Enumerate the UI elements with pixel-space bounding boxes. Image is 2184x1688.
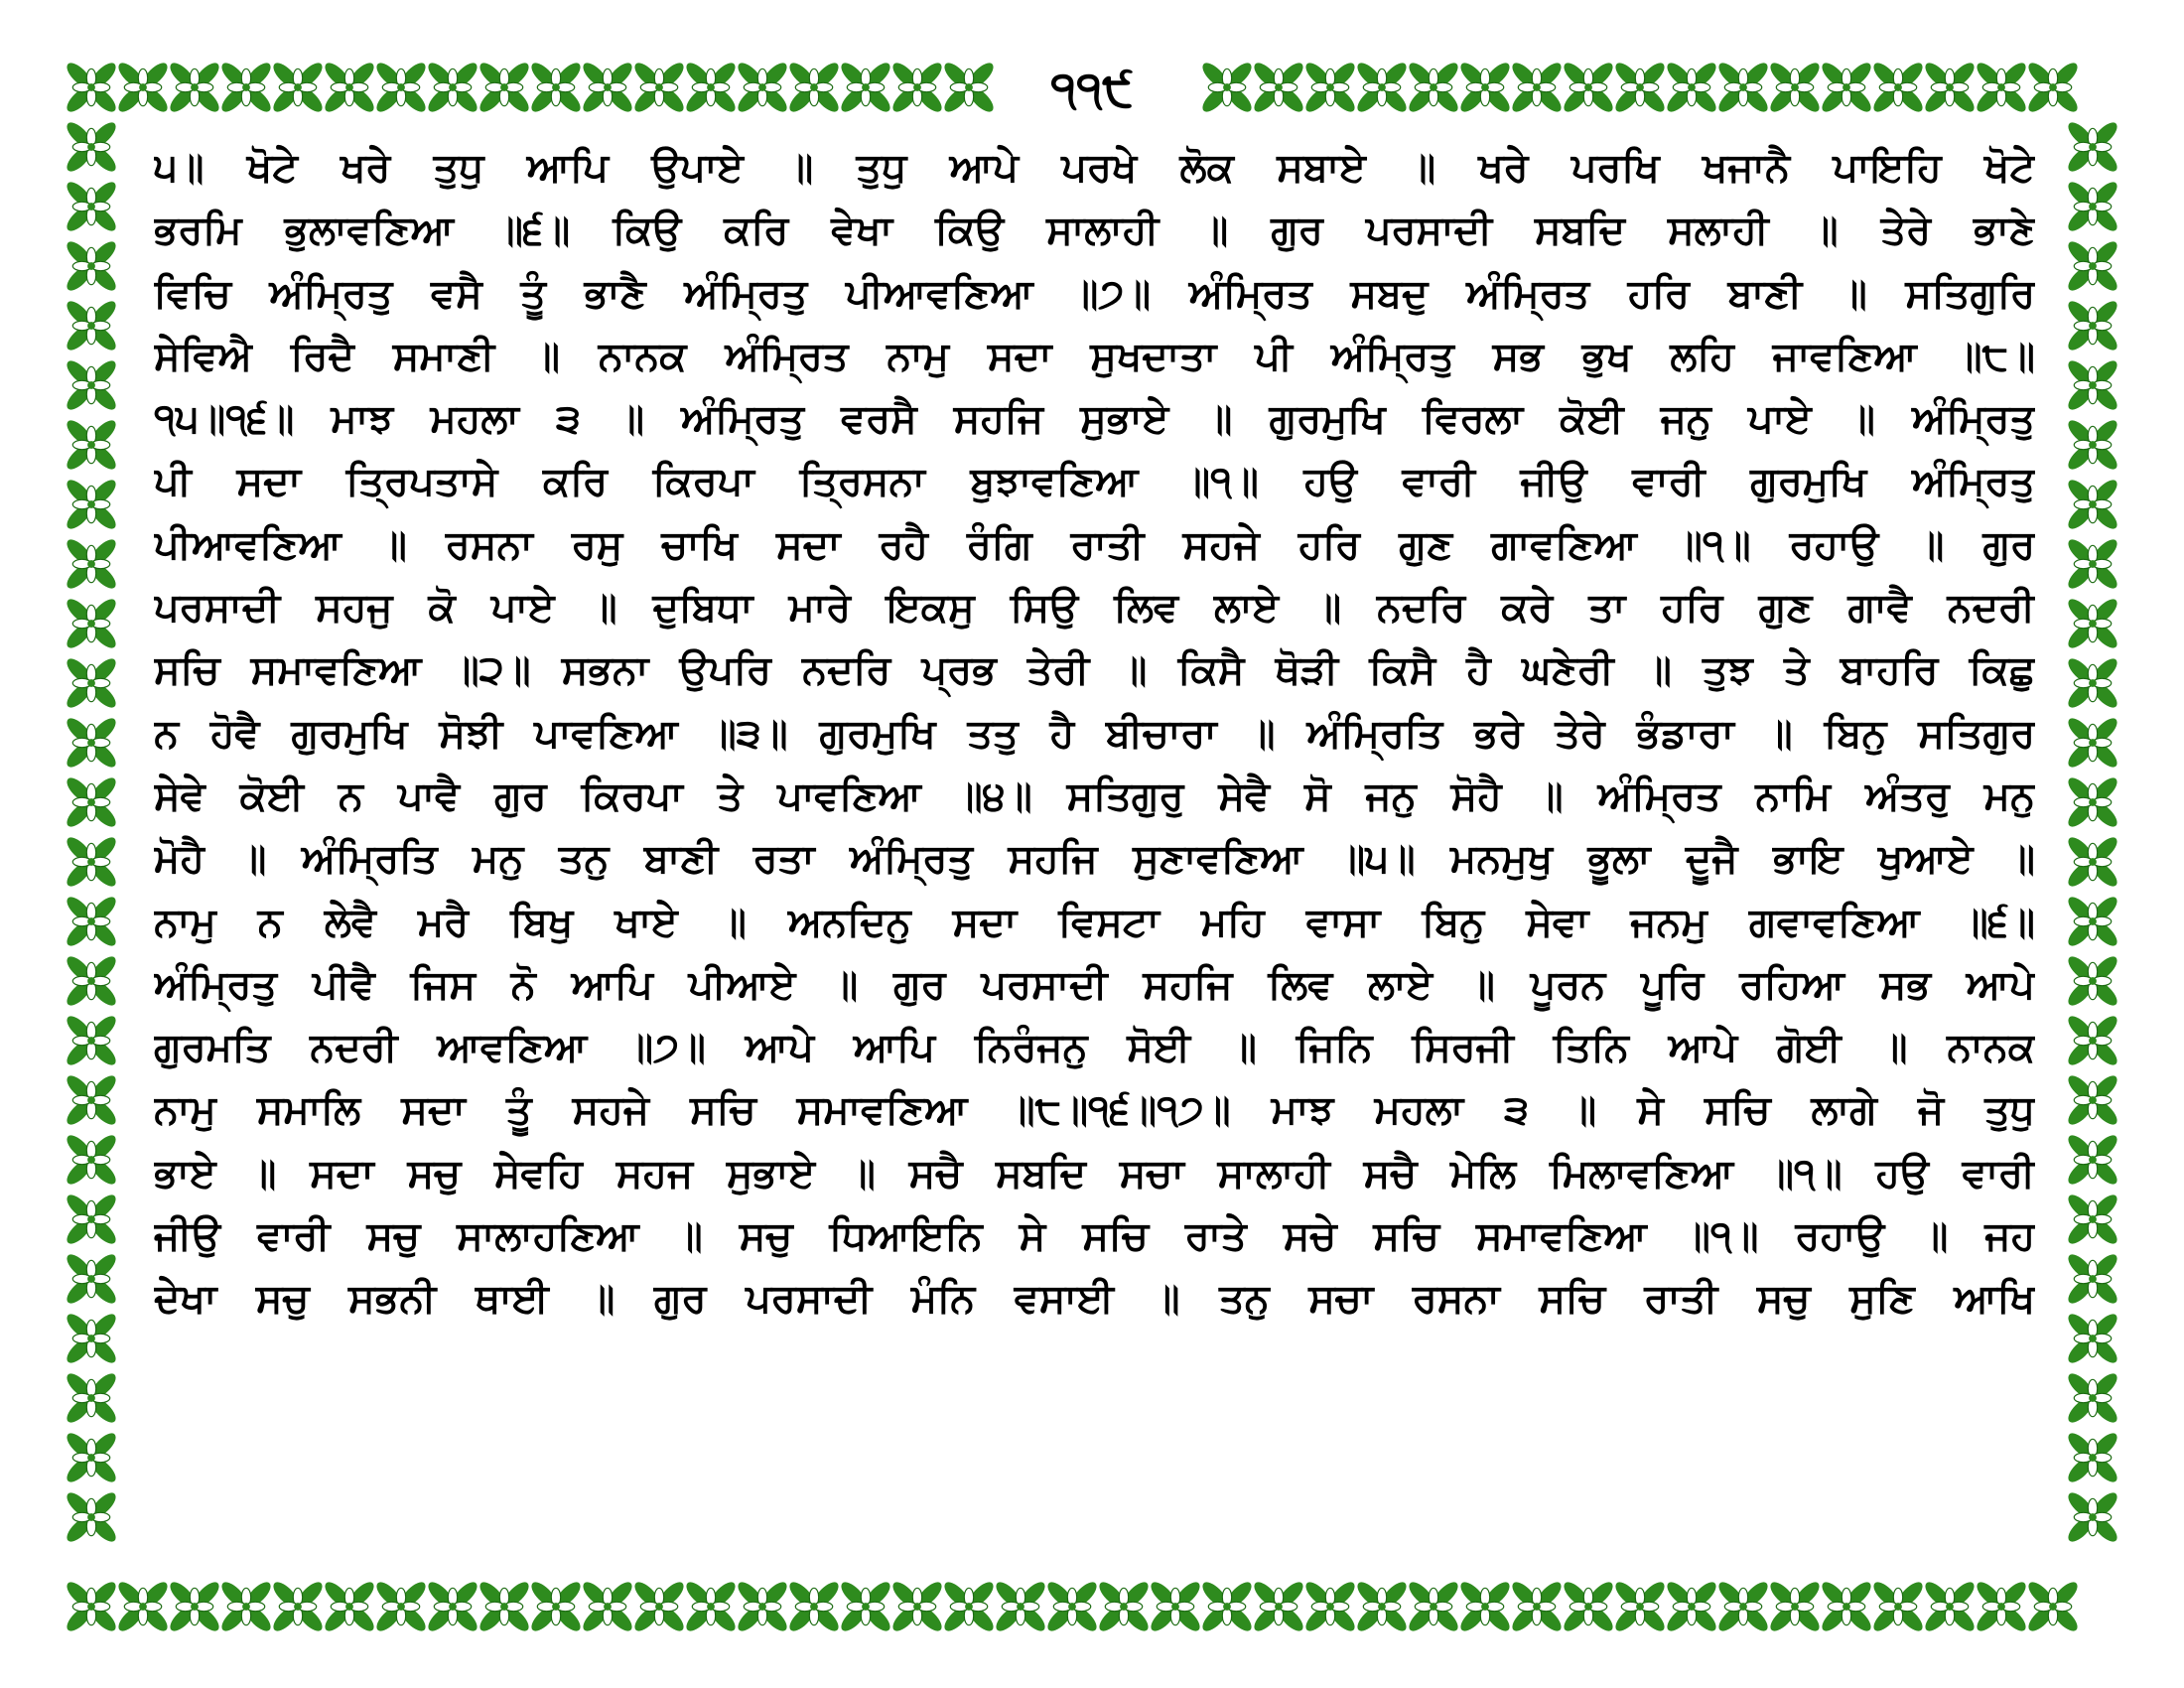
text-line: ਸੇਵਿਐ ਰਿਦੈ ਸਮਾਣੀ ॥ ਨਾਨਕ ਅੰਮ੍ਰਿਤ ਨਾਮੁ ਸਦਾ ਸੁਖਦਾਤਾ ਪੀ ਅੰਮ੍ਰਿਤੁ ਸਭ ਭੁਖ ਲਹਿ ਜਾਵਣਿਆ ॥੮॥ [154,333,2035,379]
text-line: ਨਾਮੁ ਸਮਾਲਿ ਸਦਾ ਤੂੰ ਸਹਜੇ ਸਚਿ ਸਮਾਵਣਿਆ ॥੮॥੧੬॥੧੭॥ ਮਾਝ ਮਹਲਾ ੩ ॥ ਸੇ ਸਚਿ ਲਾਗੇ ਜੋ ਤੁਧੁ [154,1087,2035,1134]
border-flower-icon [1148,1579,1204,1635]
border-flower-icon [2065,774,2121,831]
border-flower-icon [528,1579,585,1635]
border-flower-icon [735,60,791,116]
border-flower-icon [477,1579,533,1635]
border-flower-icon [64,357,120,414]
border-flower-icon [2065,655,2121,712]
text-line: ੧੫॥੧੬॥ ਮਾਝ ਮਹਲਾ ੩ ॥ ਅੰਮ੍ਰਿਤੁ ਵਰਸੈ ਸਹਜਿ ਸੁਭਾਏ ॥ ਗੁਰਮੁਖਿ ਵਿਰਲਾ ਕੋਈ ਜਨੁ ਪਾਏ ॥ ਅੰਮ੍ਰਿਤੁ [154,396,2035,443]
text-line: ਪੀਆਵਣਿਆ ॥ ਰਸਨਾ ਰਸੁ ਚਾਖਿ ਸਦਾ ਰਹੈ ਰੰਗਿ ਰਾਤੀ ਸਹਜੇ ਹਰਿ ਗੁਣ ਗਾਵਣਿਆ ॥੧॥ ਰਹਾਉ ॥ ਗੁਰ [154,521,2035,568]
border-flower-icon [425,1579,481,1635]
border-flower-icon [64,834,120,891]
border-flower-icon [889,1579,946,1635]
border-flower-icon [631,1579,688,1635]
text-line: ਪੀ ਸਦਾ ਤ੍ਰਿਪਤਾਸੇ ਕਰਿ ਕਿਰਪਾ ਤ੍ਰਿਸਨਾ ਬੁਝਾਵਣਿਆ ॥੧॥ ਹਉ ਵਾਰੀ ਜੀਉ ਵਾਰੀ ਗੁਰਮੁਖਿ ਅੰਮ੍ਰਿਤੁ [154,459,2035,505]
border-flower-icon [322,60,378,116]
border-flower-icon [115,1579,172,1635]
border-flower-icon [528,60,585,116]
border-flower-icon [1251,60,1307,116]
border-flower-icon [1561,60,1617,116]
border-flower-icon [1457,60,1514,116]
text-line: ਗੁਰਮਤਿ ਨਦਰੀ ਆਵਣਿਆ ॥੭॥ ਆਪੇ ਆਪਿ ਨਿਰੰਜਨੁ ਸੋਈ ॥ ਜਿਨਿ ਸਿਰਜੀ ਤਿਨਿ ਆਪੇ ਗੋਈ ॥ ਨਾਨਕ [154,1025,2035,1071]
border-flower-icon [64,1489,120,1546]
border-flower-icon [1767,60,1824,116]
border-flower-icon [64,179,120,235]
border-flower-icon [2065,298,2121,354]
border-flower-icon [1974,1579,2030,1635]
border-flower-icon [322,1579,378,1635]
border-flower-icon [580,60,636,116]
border-flower-icon [2025,1579,2082,1635]
border-flower-icon [2065,119,2121,176]
border-flower-icon [64,1370,120,1427]
border-flower-icon [270,60,327,116]
border-flower-icon [167,60,223,116]
border-flower-icon [425,60,481,116]
border-flower-icon [2065,179,2121,235]
border-flower-icon [373,1579,430,1635]
border-flower-icon [1974,60,2030,116]
border-flower-icon [64,417,120,474]
border-flower-icon [2065,834,2121,891]
border-flower-icon [683,60,740,116]
border-flower-icon [1354,60,1411,116]
border-flower-icon [64,60,120,116]
page-number: ੧੧੯ [1003,58,1181,121]
border-flower-icon [786,60,843,116]
border-flower-icon [1715,60,1772,116]
border-flower-icon [580,1579,636,1635]
border-flower-icon [1819,60,1875,116]
border-flower-icon [1870,60,1927,116]
border-flower-icon [1406,1579,1462,1635]
border-flower-icon [1767,1579,1824,1635]
border-flower-icon [631,60,688,116]
border-flower-icon [838,1579,894,1635]
border-flower-icon [64,894,120,950]
border-flower-icon [786,1579,843,1635]
border-flower-icon [64,953,120,1010]
border-flower-icon [2065,953,2121,1010]
border-flower-icon [2065,1072,2121,1129]
border-flower-icon [1922,60,1979,116]
border-flower-icon [64,1013,120,1069]
border-flower-icon [64,1579,120,1635]
border-flower-icon [1199,60,1256,116]
text-line: ੫॥ ਖੋਟੇ ਖਰੇ ਤੁਧੁ ਆਪਿ ਉਪਾਏ ॥ ਤੁਧੁ ਆਪੇ ਪਰਖੇ ਲੋਕ ਸਬਾਏ ॥ ਖਰੇ ਪਰਖਿ ਖਜਾਨੈ ਪਾਇਹਿ ਖੋਟੇ [154,145,2035,191]
border-flower-icon [1457,1579,1514,1635]
border-flower-icon [1922,1579,1979,1635]
text-line: ਭਰਮਿ ਭੁਲਾਵਣਿਆ ॥੬॥ ਕਿਉ ਕਰਿ ਵੇਖਾ ਕਿਉ ਸਾਲਾਹੀ ॥ ਗੁਰ ਪਰਸਾਦੀ ਸਬਦਿ ਸਲਾਹੀ ॥ ਤੇਰੇ ਭਾਣੇ [154,208,2035,254]
text-line: ਪਰਸਾਦੀ ਸਹਜੁ ਕੋ ਪਾਏ ॥ ਦੁਬਿਧਾ ਮਾਰੇ ਇਕਸੁ ਸਿਉ ਲਿਵ ਲਾਏ ॥ ਨਦਰਿ ਕਰੇ ਤਾ ਹਰਿ ਗੁਣ ਗਾਵੈ ਨਦਰੀ [154,585,2035,632]
border-flower-icon [2065,1192,2121,1248]
text-line: ਵਿਚਿ ਅੰਮ੍ਰਿਤੁ ਵਸੈ ਤੂੰ ਭਾਣੈ ਅੰਮ੍ਰਿਤੁ ਪੀਆਵਣਿਆ ॥੭॥ ਅੰਮ੍ਰਿਤ ਸਬਦੁ ਅੰਮ੍ਰਿਤ ਹਰਿ ਬਾਣੀ ॥ ਸਤਿਗੁਰਿ [154,270,2035,317]
border-flower-icon [64,655,120,712]
border-flower-icon [735,1579,791,1635]
border-flower-icon [1406,60,1462,116]
border-flower-icon [64,119,120,176]
text-line: ਨਾਮੁ ਨ ਲੇਵੈ ਮਰੈ ਬਿਖੁ ਖਾਏ ॥ ਅਨਦਿਨੁ ਸਦਾ ਵਿਸਟਾ ਮਹਿ ਵਾਸਾ ਬਿਨੁ ਸੇਵਾ ਜਨਮੁ ਗਵਾਵਣਿਆ ॥੬॥ [154,899,2035,945]
border-flower-icon [2065,536,2121,593]
text-line: ਦੇਖਾ ਸਚੁ ਸਭਨੀ ਥਾਈ ॥ ਗੁਰ ਪਰਸਾਦੀ ਮੰਨਿ ਵਸਾਈ ॥ ਤਨੁ ਸਚਾ ਰਸਨਾ ਸਚਿ ਰਾਤੀ ਸਚੁ ਸੁਣਿ ਆਖਿ [154,1276,2035,1323]
border-flower-icon [2065,715,2121,772]
text-line: ਮੋਹੈ ॥ ਅੰਮ੍ਰਿਤਿ ਮਨੁ ਤਨੁ ਬਾਣੀ ਰਤਾ ਅੰਮ੍ਰਿਤੁ ਸਹਜਿ ਸੁਣਾਵਣਿਆ ॥੫॥ ਮਨਮੁਖੁ ਭੂਲਾ ਦੂਜੈ ਭਾਇ ਖੁਆਏ ॥ [154,836,2035,883]
border-flower-icon [1509,60,1566,116]
border-flower-icon [64,1132,120,1189]
border-flower-icon [1199,1579,1256,1635]
border-flower-icon [1715,1579,1772,1635]
border-flower-icon [1561,1579,1617,1635]
text-line: ਜੀਉ ਵਾਰੀ ਸਚੁ ਸਾਲਾਹਣਿਆ ॥ ਸਚੁ ਧਿਆਇਨਿ ਸੇ ਸਚਿ ਰਾਤੇ ਸਚੇ ਸਚਿ ਸਮਾਵਣਿਆ ॥੧॥ ਰਹਾਉ ॥ ਜਹ [154,1213,2035,1260]
border-flower-icon [2065,357,2121,414]
border-flower-icon [64,1192,120,1248]
border-flower-icon [2065,1370,2121,1427]
border-flower-icon [2065,1489,2121,1546]
border-flower-icon [218,60,275,116]
border-flower-icon [64,298,120,354]
border-flower-icon [2065,1013,2121,1069]
border-flower-icon [1819,1579,1875,1635]
border-flower-icon [1870,1579,1927,1635]
border-flower-icon [270,1579,327,1635]
border-flower-icon [167,1579,223,1635]
text-line: ਭਾਏ ॥ ਸਦਾ ਸਚੁ ਸੇਵਹਿ ਸਹਜ ਸੁਭਾਏ ॥ ਸਚੈ ਸਬਦਿ ਸਚਾ ਸਾਲਾਹੀ ਸਚੈ ਮੇਲਿ ਮਿਲਾਵਣਿਆ ॥੧॥ ਹਉ ਵਾਰੀ [154,1150,2035,1196]
border-flower-icon [838,60,894,116]
border-flower-icon [2065,238,2121,295]
border-flower-icon [64,1430,120,1486]
scripture-text [154,137,2035,1517]
border-flower-icon [2065,596,2121,652]
border-flower-icon [2065,477,2121,533]
border-flower-icon [941,1579,998,1635]
text-line: ਸਚਿ ਸਮਾਵਣਿਆ ॥੨॥ ਸਭਨਾ ਉਪਰਿ ਨਦਰਿ ਪ੍ਰਭ ਤੇਰੀ ॥ ਕਿਸੈ ਥੋੜੀ ਕਿਸੈ ਹੈ ਘਣੇਰੀ ॥ ਤੁਝ ਤੇ ਬਾਹਰਿ ਕਿਛੁ [154,647,2035,694]
border-flower-icon [993,1579,1049,1635]
border-flower-icon [2065,417,2121,474]
border-flower-icon [2065,894,2121,950]
border-flower-icon [64,238,120,295]
border-flower-icon [64,477,120,533]
border-flower-icon [1044,1579,1101,1635]
border-flower-icon [2025,60,2082,116]
border-flower-icon [2065,1311,2121,1367]
border-flower-icon [1251,1579,1307,1635]
border-flower-icon [115,60,172,116]
border-flower-icon [1302,1579,1359,1635]
text-line: ਅੰਮ੍ਰਿਤੁ ਪੀਵੈ ਜਿਸ ਨੋ ਆਪਿ ਪੀਆਏ ॥ ਗੁਰ ਪਰਸਾਦੀ ਸਹਜਿ ਲਿਵ ਲਾਏ ॥ ਪੂਰਨ ਪੂਰਿ ਰਹਿਆ ਸਭ ਆਪੇ [154,961,2035,1008]
border-flower-icon [218,1579,275,1635]
border-flower-icon [64,1072,120,1129]
border-flower-icon [1509,1579,1566,1635]
border-flower-icon [64,596,120,652]
border-flower-icon [373,60,430,116]
border-flower-icon [477,60,533,116]
text-line: ਸੇਵੇ ਕੋਈ ਨ ਪਾਵੈ ਗੁਰ ਕਿਰਪਾ ਤੇ ਪਾਵਣਿਆ ॥੪॥ ਸਤਿਗੁਰੁ ਸੇਵੈ ਸੋ ਜਨੁ ਸੋਹੈ ॥ ਅੰਮ੍ਰਿਤ ਨਾਮਿ ਅੰਤਰੁ ਮਨੁ [154,773,2035,819]
border-flower-icon [64,774,120,831]
border-flower-icon [1664,1579,1720,1635]
border-flower-icon [683,1579,740,1635]
border-flower-icon [1096,1579,1153,1635]
border-flower-icon [889,60,946,116]
border-flower-icon [941,60,998,116]
border-flower-icon [64,715,120,772]
border-flower-icon [1664,60,1720,116]
border-flower-icon [1354,1579,1411,1635]
border-flower-icon [1612,60,1669,116]
border-flower-icon [2065,1251,2121,1308]
border-flower-icon [64,1251,120,1308]
border-flower-icon [2065,1430,2121,1486]
border-flower-icon [64,536,120,593]
border-flower-icon [64,1311,120,1367]
border-flower-icon [1612,1579,1669,1635]
text-line: ਨ ਹੋਵੈ ਗੁਰਮੁਖਿ ਸੋਝੀ ਪਾਵਣਿਆ ॥੩॥ ਗੁਰਮੁਖਿ ਤਤੁ ਹੈ ਬੀਚਾਰਾ ॥ ਅੰਮ੍ਰਿਤਿ ਭਰੇ ਤੇਰੇ ਭੰਡਾਰਾ ॥ ਬਿਨੁ ਸਤਿਗੁਰ [154,710,2035,757]
border-flower-icon [2065,1132,2121,1189]
border-flower-icon [1302,60,1359,116]
